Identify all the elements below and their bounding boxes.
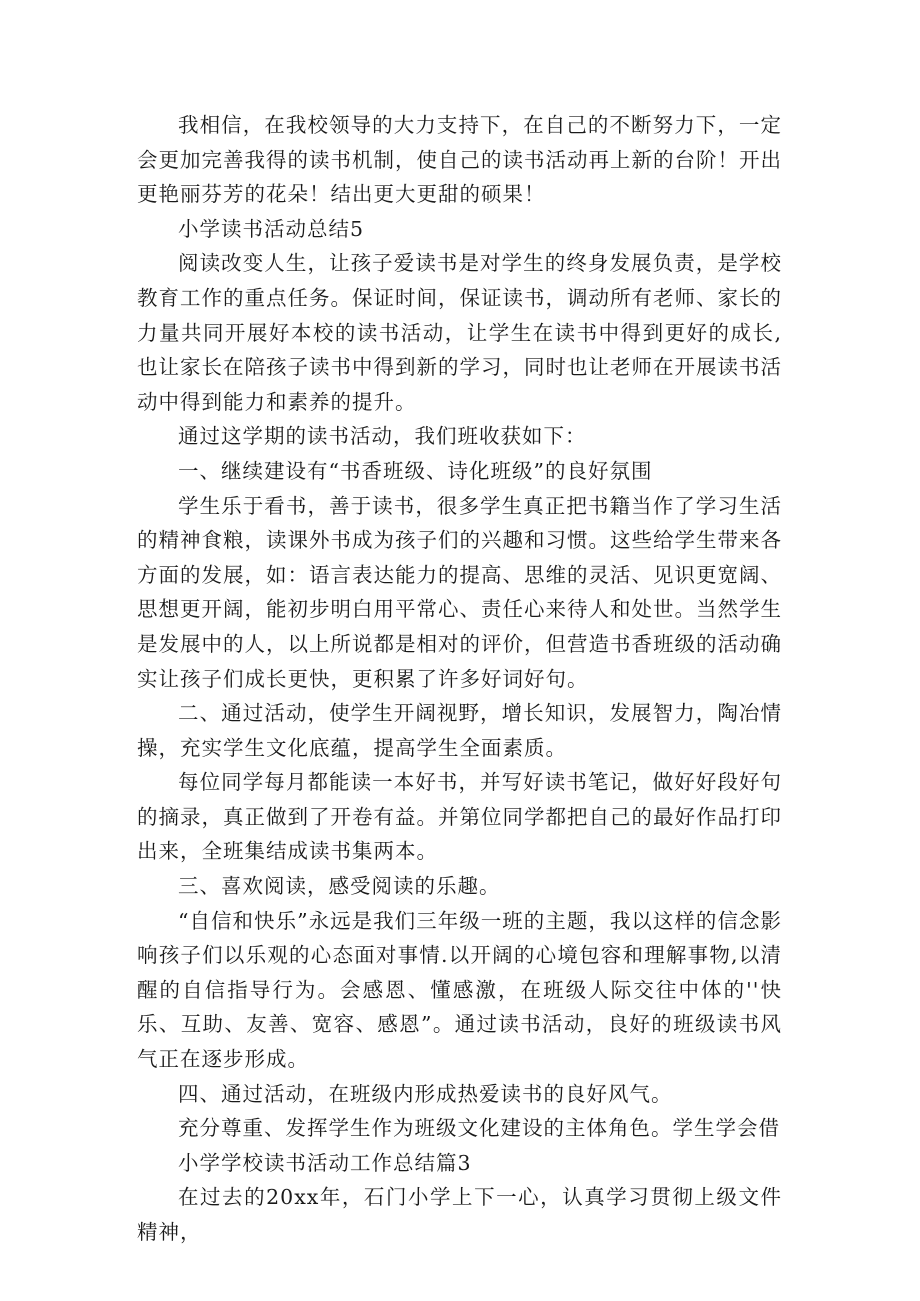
paragraph-conclusion: 我相信，在我校领导的大力支持下，在自己的不断努力下，一定会更加完善我得的读书机制，使自己的读书活动再上新的台阶！开出更艳丽芬芳的花朵！结出更大更甜的硕果！ (137, 113, 782, 207)
paragraph-results-lead: 通过这学期的读书活动，我们班收获如下： (178, 424, 587, 449)
section-heading-summary-5: 小学读书活动总结5 (178, 216, 365, 241)
paragraph-point-4-title: 四、通过活动，在班级内形成热爱读书的良好风气。 (178, 1081, 673, 1106)
paragraph-point-3-body: “自信和快乐”永远是我们三年级一班的主题，我以这样的信念影响孩子们以乐观的心态面对事情.以开阔的心境包容和理解事物,以清醒的自信指导行为。会感恩、懂感激，在班级人际交往中体的''快乐、互助、友善、宽容、感恩”。通过读书活动，良好的班级读书风气正在逐步形成。 (137, 908, 782, 1072)
document-body (137, 108, 782, 1250)
paragraph-intro: 阅读改变人生，让孩子爱读书是对学生的终身发展负责，是学校教育工作的重点任务。保证时间，保证读书，调动所有老师、家长的力量共同开展好本校的读书活动，让学生在读书中得到更好的成长,也让家长在陪孩子读书中得到新的学习，同时也让老师在开展读书活动中得到能力和素养的提升。 (137, 251, 782, 414)
section-heading-part-3: 小学学校读书活动工作总结篇3 (178, 1150, 472, 1175)
paragraph-point-2-title: 二、通过活动，使学生开阔视野，增长知识，发展智力，陶冶情操，充实学生文化底蕴，提高学生全面素质。 (137, 701, 782, 760)
paragraph-part-3-start: 在过去的20xx年，石门小学上下一心，认真学习贯彻上级文件精神， (137, 1185, 782, 1244)
paragraph-point-2-body: 每位同学每月都能读一本好书，并写好读书笔记，做好好段好句的摘录，真正做到了开卷有益。并第位同学都把自己的最好作品打印出来，全班集结成读书集两本。 (137, 770, 782, 864)
paragraph-point-4-body: 充分尊重、发挥学生作为班级文化建设的主体角色。学生学会借 (178, 1116, 780, 1141)
paragraph-point-1-title: 一、继续建设有“书香班级、诗化班级”的良好氛围 (178, 458, 653, 483)
paragraph-point-1-body: 学生乐于看书，善于读书，很多学生真正把书籍当作了学习生活的精神食粮，读课外书成为孩子们的兴趣和习惯。这些给学生带来各方面的发展，如：语言表达能力的提高、思维的灵活、见识更宽阔、思想更开阔，能初步明白用平常心、责任心来待人和处世。当然学生是发展中的人，以上所说都是相对的评价，但营造书香班级的活动确实让孩子们成长更快，更积累了许多好词好句。 (137, 493, 782, 691)
paragraph-point-3-title: 三、喜欢阅读，感受阅读的乐趣。 (178, 874, 501, 899)
